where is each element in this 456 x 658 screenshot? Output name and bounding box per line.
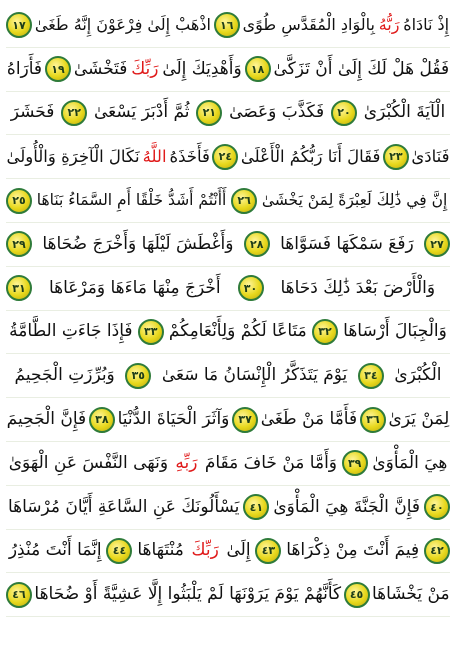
ayah-number-marker: ٤٦: [6, 582, 32, 608]
verse-text: هِيَ الْمَأْوَىٰ: [372, 452, 448, 473]
verse-text: يَوْمَ يَتَذَكَّرُ الْإِنْسَانُ مَا سَعَىٰ: [161, 365, 348, 386]
ayah-number-marker: ٣٨: [89, 407, 115, 433]
verse-line: [6, 179, 450, 223]
verse-text: مُنْتَهَاهَا: [137, 540, 184, 561]
verse-text: أَخْرَجَ مِنْهَا مَاءَهَا وَمَرْعَاهَا: [48, 277, 221, 298]
ayah-number-marker: ١٨: [245, 56, 271, 82]
divine-name-text: رَبُّهُ: [378, 15, 400, 35]
ayah-number-marker: ٢٠: [331, 100, 357, 126]
ayah-number-marker: ٢٨: [244, 231, 270, 257]
ayah-number-marker: ٣٥: [125, 363, 151, 389]
verse-line: [6, 398, 450, 442]
verse-text: فَإِنَّ الْجَنَّةَ هِيَ الْمَأْوَىٰ: [273, 496, 421, 517]
ayah-number-marker: ٢١: [196, 100, 222, 126]
ayah-number-marker: ٤٣: [255, 538, 281, 564]
verse-text: وَأَهْدِيَكَ إِلَىٰ: [162, 58, 242, 79]
ayah-number-marker: ١٦: [214, 12, 240, 38]
verse-text: فَإِذَا جَاءَتِ الطَّامَّةُ: [9, 321, 133, 342]
divine-name-text: اللَّهُ: [142, 146, 167, 166]
verse-line: [6, 48, 450, 92]
ayah-number-marker: ٢٦: [231, 188, 257, 214]
ayah-number-marker: ٣٧: [232, 407, 258, 433]
verse-text: مَتَاعًا لَكُمْ وَلِأَنْعَامِكُمْ: [168, 321, 307, 342]
verse-text: إِذْ نَادَاهُ: [403, 15, 450, 35]
verse-text: وَأَغْطَشَ لَيْلَهَا وَأَخْرَجَ ضُحَاهَا: [42, 233, 234, 254]
ayah-number-marker: ٢٢: [61, 100, 87, 126]
ayah-number-marker: ٤٤: [106, 538, 132, 564]
verse-line: [6, 354, 450, 398]
verse-text: أَأَنْتُمْ أَشَدُّ خَلْقًا أَمِ السَّمَاءُ بَنَاهَا: [36, 190, 227, 209]
ayah-number-marker: ٣٢: [312, 319, 338, 345]
ayah-number-marker: ١٩: [45, 56, 71, 82]
verse-text: لِمَنْ يَرَىٰ: [388, 409, 450, 430]
verse-text: فَتَخْشَىٰ: [73, 58, 128, 79]
ayah-number-marker: ٣٦: [360, 407, 386, 433]
verse-text: كَأَنَّهُمْ يَوْمَ يَرَوْنَهَا لَمْ يَلْبَثُوا إِلَّا عَشِيَّةً أَوْ ضُحَاهَا: [34, 584, 342, 605]
ayah-number-marker: ٢٩: [6, 231, 32, 257]
verse-text: وَنَهَى النَّفْسَ عَنِ الْهَوَىٰ: [8, 452, 169, 473]
ayah-number-marker: ٤٥: [344, 582, 370, 608]
verse-line: [6, 4, 450, 48]
divine-name-text: رَبِّهِ: [175, 452, 198, 473]
ayah-number-marker: ٢٧: [424, 231, 450, 257]
verse-line: [6, 223, 450, 267]
ayah-number-marker: ٤٢: [424, 538, 450, 564]
verse-text: وَالْأَرْضَ بَعْدَ ذَٰلِكَ دَحَاهَا: [280, 277, 436, 298]
verse-line: [6, 267, 450, 311]
verse-text: فَإِنَّ الْجَحِيمَ: [6, 409, 87, 430]
verse-text: نَكَالَ الْآخِرَةِ وَالْأُولَىٰ: [6, 146, 140, 166]
verse-text: الْكُبْرَىٰ: [394, 365, 442, 386]
verse-text: رَفَعَ سَمْكَهَا فَسَوَّاهَا: [280, 233, 414, 254]
verse-text: إِلَىٰ: [226, 540, 251, 561]
ayah-number-marker: ٣١: [6, 275, 32, 301]
verse-text: وَأَمَّا مَنْ خَافَ مَقَامَ: [204, 452, 338, 473]
ayah-number-marker: ٢٤: [212, 144, 238, 170]
verse-text: يَسْأَلُونَكَ عَنِ السَّاعَةِ أَيَّانَ مُرْسَاهَا: [7, 496, 240, 517]
verse-text: بِالْوَادِ الْمُقَدَّسِ طُوًى: [242, 15, 375, 35]
divine-name-text: رَبِّكَ: [191, 540, 219, 561]
verse-line: [6, 573, 450, 617]
verse-text: فَأَرَاهُ: [6, 58, 43, 79]
ayah-number-marker: ٢٥: [6, 188, 32, 214]
ayah-number-marker: ١٧: [6, 12, 32, 38]
verse-line: [6, 486, 450, 530]
verse-text: فَنَادَىٰ: [411, 146, 450, 166]
verse-text: فَقُلْ هَلْ لَكَ إِلَىٰ أَنْ تَزَكَّىٰ: [273, 58, 450, 79]
ayah-number-marker: ٣٩: [342, 450, 368, 476]
verse-text: إِنَّ فِي ذَٰلِكَ لَعِبْرَةً لِمَنْ يَخْشَىٰ: [261, 190, 448, 209]
verse-line: [6, 92, 450, 136]
verse-text: فَأَمَّا مَنْ طَغَىٰ: [260, 409, 358, 430]
verse-text: ثُمَّ أَدْبَرَ يَسْعَىٰ: [93, 102, 190, 123]
verse-text: الْآيَةَ الْكُبْرَىٰ: [363, 102, 446, 123]
verse-text: مَنْ يَخْشَاهَا: [371, 584, 450, 605]
verse-text: فِيمَ أَنْتَ مِنْ ذِكْرَاهَا: [286, 540, 420, 561]
verse-text: فَحَشَرَ: [10, 102, 55, 123]
verse-text: وَبُرِّزَتِ الْجَحِيمُ: [14, 365, 115, 386]
divine-name-text: رَبِّكَ: [131, 58, 159, 79]
verse-text: إِنَّمَا أَنْتَ مُنْذِرُ: [8, 540, 102, 561]
ayah-number-marker: ٢٣: [383, 144, 409, 170]
verse-text: وَالْجِبَالَ أَرْسَاهَا: [343, 321, 447, 342]
verse-text: اذْهَبْ إِلَىٰ فِرْعَوْنَ إِنَّهُ طَغَىٰ: [34, 15, 211, 35]
verse-text: فَقَالَ أَنَا رَبُّكُمُ الْأَعْلَىٰ: [240, 146, 381, 166]
verse-text: فَأَخَذَهُ: [169, 146, 210, 166]
verse-line: [6, 442, 450, 486]
verse-line: [6, 530, 450, 574]
verse-lines: [6, 4, 450, 617]
verse-line: [6, 311, 450, 355]
ayah-number-marker: ٤١: [243, 494, 269, 520]
verse-line: [6, 135, 450, 179]
ayah-number-marker: ٣٣: [138, 319, 164, 345]
ayah-number-marker: ٣٤: [358, 363, 384, 389]
ayah-number-marker: ٣٠: [238, 275, 264, 301]
ayah-number-marker: ٤٠: [424, 494, 450, 520]
verse-text: وَآثَرَ الْحَيَاةَ الدُّنْيَا: [117, 409, 230, 430]
verse-text: فَكَذَّبَ وَعَصَىٰ: [229, 102, 325, 123]
